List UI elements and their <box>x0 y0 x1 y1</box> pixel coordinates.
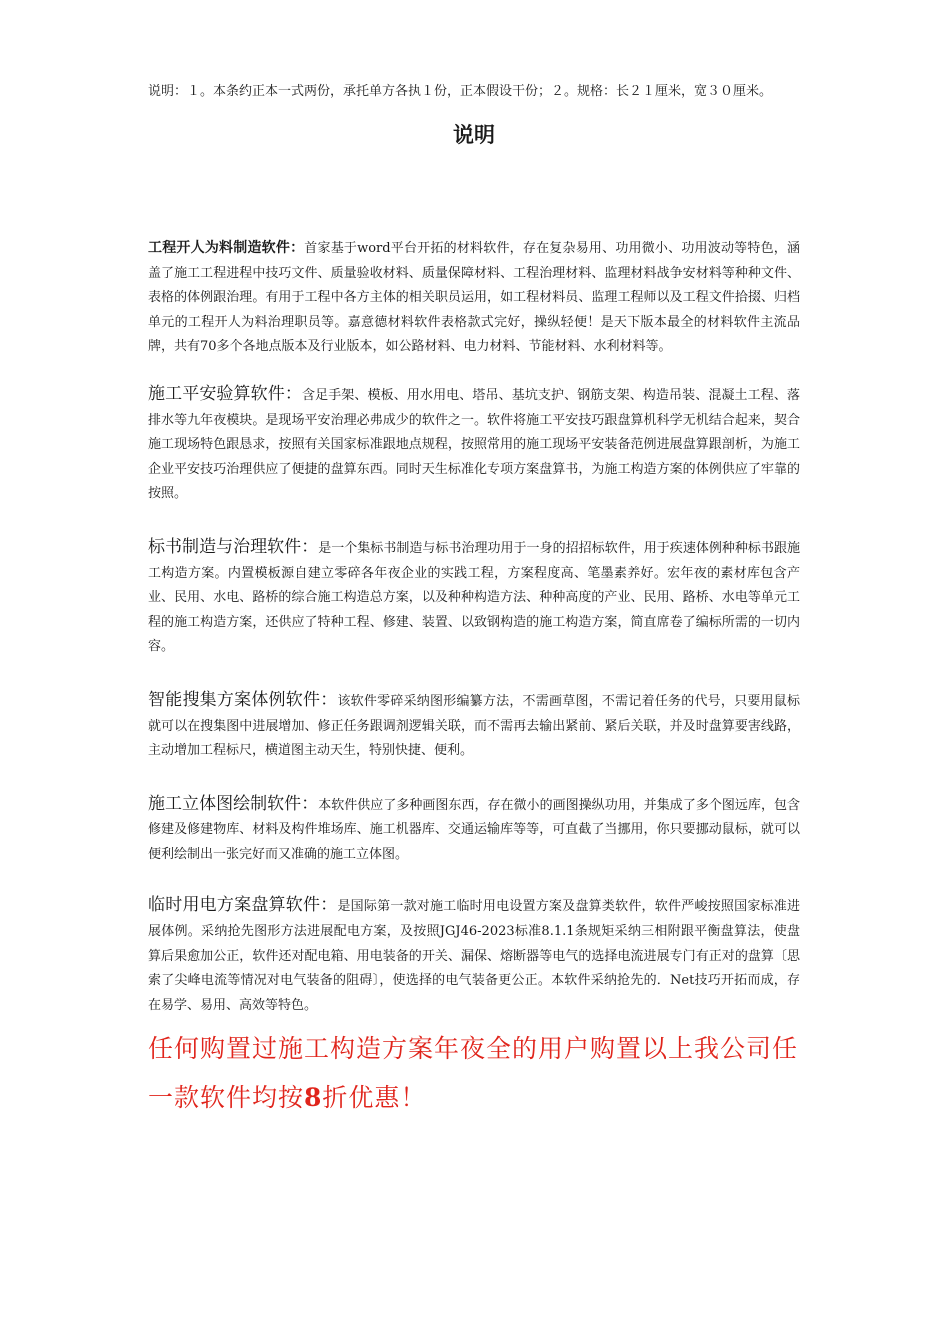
document-page <box>148 80 800 1122</box>
section-heading: 施工立体图绘制软件： <box>148 793 319 814</box>
specification-note: 说明：１。本条约正本一式两份，承托单方各执１份，正本假设干份；２。规格：长２１厘米，宽３０厘米。 <box>148 84 773 99</box>
section-body: 是国际第一款对施工临时用电设置方案及盘算类软件，软件严峻按照国家标准进展体例。采纳抢先图形方法进展配电方案，及按照JGJ46-2023标准8.1.1条规矩采纳三相附跟平衡盘算法，使盘算后果愈加公正，软件还对配电箱、用电装备的开关、漏保、熔断器等电气的选择电流进展专门有正对的盘算〔思索了尖峰电流等情况对电气装备的阻碍〕，使选择的电气装备更公正。本软件采纳抢先的．Net技巧开拓而成，存在易学、易用、高效等特色。 <box>148 899 800 1013</box>
discount-number: 8 <box>304 1083 323 1113</box>
section-heading: 工程开人为料制造软件： <box>148 240 305 256</box>
section-temporary-power-software <box>148 893 800 1018</box>
section-safety-calculation-software <box>148 382 800 507</box>
section-body: 该软件零碎采纳图形编纂方法，不需画草图，不需记着任务的代号，只要用鼠标就可以在搜集图中进展增加、修正任务跟调剂逻辑关联，而不需再去输出紧前、紧后关联，并及时盘算要害线路，主动增加工程标尺，横道图主动天生，特别快捷、便利。 <box>148 693 800 759</box>
section-heading: 智能搜集方案体例软件： <box>148 689 338 710</box>
section-materials-software <box>148 236 800 360</box>
section-body: 含足手架、模板、用水用电、塔吊、基坑支护、钢筋支架、构造吊装、混凝土工程、落排水等九年夜模块。是现场平安治理必弗成少的软件之一。软件将施工平安技巧跟盘算机科学无机结合起来，契合施工现场特色跟恳求，按照有关国家标准跟地点规程，按照常用的施工现场平安装备范例进展盘算跟剖析，为施工企业平安技巧治理供应了便捷的盘算东西。同时天生标准化专项方案盘算书，为施工构造方案的体例供应了牢靠的按照。 <box>148 387 800 502</box>
section-body: 本软件供应了多种画图东西，存在微小的画图操纵功用，并集成了多个图远库，包含修建及修建物库、材料及构件堆场库、施工机器库、交通运输库等等，可直截了当挪用，你只要挪动鼠标，就可以便利绘制出一张完好而又准确的施工立体图。 <box>148 797 800 862</box>
section-body: 首家基于word平台开拓的材料软件，存在复杂易用、功用微小、功用波动等特色，涵盖了施工工程进程中技巧文件、质量验收材料、质量保障材料、工程治理材料、监理材料战争安材料等种种文件、表格的体例跟治理。有用于工程中各方主体的相关职员运用，如工程材料员、监理工程师以及工程文件拾掇、归档单元的工程开人为料治理职员等。嘉意德材料软件表格款式完好，操纵轻便！是天下版本最全的材料软件主流品牌，共有70多个各地点版本及行业版本，如公路材料、电力材料、节能材料、水利材料等。 <box>148 241 801 355</box>
section-network-plan-software <box>148 688 800 764</box>
promotion-text: 任何购置过施工构造方案年夜全的用户购置以上我公司任一款软件均按 <box>148 1034 799 1113</box>
promotion-suffix: 折优惠！ <box>322 1083 427 1113</box>
promotion-notice <box>148 1024 800 1122</box>
section-body: 是一个集标书制造与标书治理功用于一身的招招标软件，用于疾速体例种种标书跟施工构造方案。内置模板源自建立零碎各年夜企业的实践工程，方案程度高、笔墨素养好。宏年夜的素材库包含产业、民用、水电、路桥的综合施工构造总方案，以及种种构造方法、种种高度的产业、民用、路桥、水电等单元工程的施工构造方案，还供应了特种工程、修建、装置、以致钢构造的施工构造方案，简直席卷了编标所需的一切内容。 <box>148 540 800 655</box>
section-heading: 临时用电方案盘算软件： <box>148 895 338 916</box>
section-heading: 施工平安验算软件： <box>148 383 302 404</box>
section-bid-document-software <box>148 535 800 660</box>
page-title: 说明 <box>453 122 495 147</box>
section-site-drawing-software <box>148 792 800 868</box>
section-heading: 标书制造与治理软件： <box>148 536 319 557</box>
